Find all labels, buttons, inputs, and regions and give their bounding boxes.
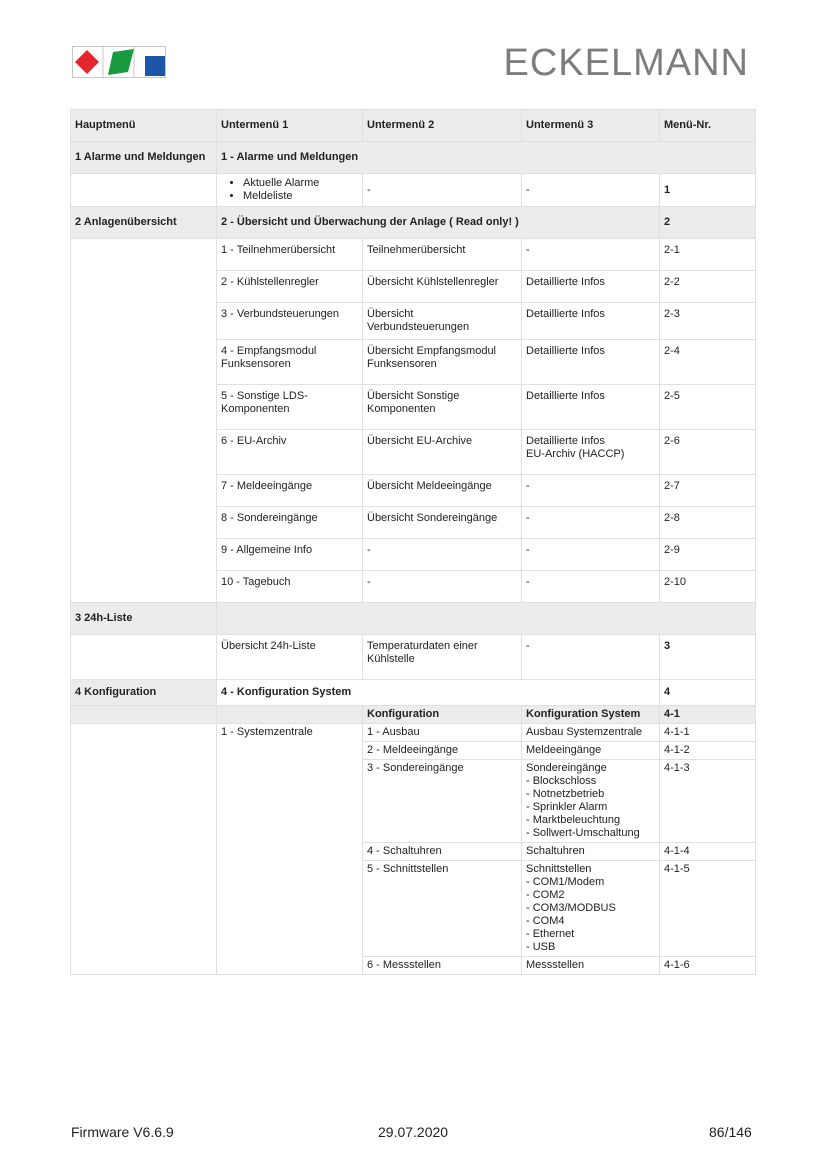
logo-red-diamond [75, 50, 99, 74]
menu-nr: 4-1-3 [660, 760, 756, 843]
menu-nr: 3 [660, 635, 756, 680]
table-row: 9 - Allgemeine Info - - 2-9 [71, 539, 756, 571]
footer-page-number: 86/146 [709, 1124, 752, 1140]
header-untermenue-1: Untermenü 1 [217, 110, 363, 142]
header-untermenue-3: Untermenü 3 [522, 110, 660, 142]
menu-nr: 4-1-6 [660, 957, 756, 975]
header-hauptmenue: Hauptmenü [71, 110, 217, 142]
table-row: 4 - Schaltuhren Schaltuhren 4-1-4 [71, 843, 756, 861]
menu-nr: 2-7 [660, 475, 756, 507]
footer-firmware: Firmware V6.6.9 [71, 1124, 174, 1140]
menu-table [70, 109, 756, 975]
list-item: • Aktuelle Alarme [243, 177, 358, 190]
menu-nr: 2 [660, 207, 756, 239]
footer-date: 29.07.2020 [378, 1124, 449, 1140]
menu-nr: 4-1-1 [660, 724, 756, 742]
section-main: 3 24h-Liste [71, 603, 217, 635]
menu-nr: 2-5 [660, 385, 756, 430]
logo-green-parallelogram [108, 49, 134, 75]
section-main: 1 Alarme und Meldungen [71, 142, 217, 174]
menu-nr: 2-10 [660, 571, 756, 603]
menu-nr: 2-6 [660, 430, 756, 475]
table-row: Übersicht 24h-Liste Temperaturdaten einer Kühlstelle - 3 [71, 635, 756, 680]
section-main: 4 Konfiguration [71, 680, 217, 706]
menu-nr: 4 [660, 680, 756, 706]
table-row: 8 - Sondereingänge Übersicht Sondereingänge - 2-8 [71, 507, 756, 539]
logo-blue-square [145, 56, 165, 76]
table-row: 7 - Meldeeingänge Übersicht Meldeeingänge - 2-7 [71, 475, 756, 507]
table-row: 2 - Kühlstellenregler Übersicht Kühlstellenregler Detaillierte Infos 2-2 [71, 271, 756, 303]
table-row: 6 - EU-Archiv Übersicht EU-Archive Detaillierte Infos EU-Archiv (HACCP) 2-6 [71, 430, 756, 475]
table-row: 1 - Teilnehmerübersicht Teilnehmerübersicht - 2-1 [71, 239, 756, 271]
table-row: 3 - Verbundsteuerungen Übersicht Verbundsteuerungen Detaillierte Infos 2-3 [71, 303, 756, 340]
table-row: 3 - Sondereingänge Sondereingänge - Blockschloss - Notnetzbetrieb - Sprinkler Alarm - Marktbeleuchtung - Sollwert-Umschaltung 4-1-3 [71, 760, 756, 843]
section-row [71, 207, 756, 239]
section-row [71, 680, 756, 706]
menu-nr: 2-8 [660, 507, 756, 539]
table-row: 10 - Tagebuch - - 2-10 [71, 571, 756, 603]
menu-nr: 2-3 [660, 303, 756, 340]
section-title: 2 - Übersicht und Überwachung der Anlage ( Read only! ) [217, 207, 660, 239]
table-row: 4 - Empfangsmodul Funksensoren Übersicht Empfangsmodul Funksensoren Detaillierte Infos 2-4 [71, 340, 756, 385]
section-row [71, 603, 756, 635]
section-title: 4 - Konfiguration System [217, 680, 660, 706]
eckelmann-logo [72, 46, 166, 78]
menu-nr: 2-1 [660, 239, 756, 271]
table-row: 6 - Messstellen Messstellen 4-1-6 [71, 957, 756, 975]
list-item: • Meldeliste [243, 190, 358, 203]
table-row: 1 - Systemzentrale 1 - Ausbau Ausbau Systemzentrale 4-1-1 [71, 724, 756, 742]
menu-nr: 1 [660, 174, 756, 207]
table-row: • Aktuelle Alarme • Meldeliste - - 1 [71, 174, 756, 207]
subheader-row: Konfiguration Konfiguration System 4-1 [71, 706, 756, 724]
menu-nr: 4-1-5 [660, 861, 756, 957]
header-menu-nr: Menü-Nr. [660, 110, 756, 142]
section-main: 2 Anlagenübersicht [71, 207, 217, 239]
menu-nr: 2-2 [660, 271, 756, 303]
menu-nr: 2-9 [660, 539, 756, 571]
menu-nr: 4-1 [660, 706, 756, 724]
section-row [71, 142, 756, 174]
table-row: 5 - Sonstige LDS-Komponenten Übersicht Sonstige Komponenten Detaillierte Infos 2-5 [71, 385, 756, 430]
table-header-row [71, 110, 756, 142]
header-untermenue-2: Untermenü 2 [363, 110, 522, 142]
section-title: 1 - Alarme und Meldungen [217, 142, 756, 174]
menu-nr: 2-4 [660, 340, 756, 385]
table-row: 5 - Schnittstellen Schnittstellen - COM1/Modem - COM2 - COM3/MODBUS - COM4 - Ethernet - USB 4-1-5 [71, 861, 756, 957]
table-row: 2 - Meldeeingänge Meldeeingänge 4-1-2 [71, 742, 756, 760]
menu-nr: 4-1-2 [660, 742, 756, 760]
menu-nr: 4-1-4 [660, 843, 756, 861]
brand-wordmark: ECKELMANN [503, 42, 749, 84]
bullet-list [221, 177, 358, 203]
